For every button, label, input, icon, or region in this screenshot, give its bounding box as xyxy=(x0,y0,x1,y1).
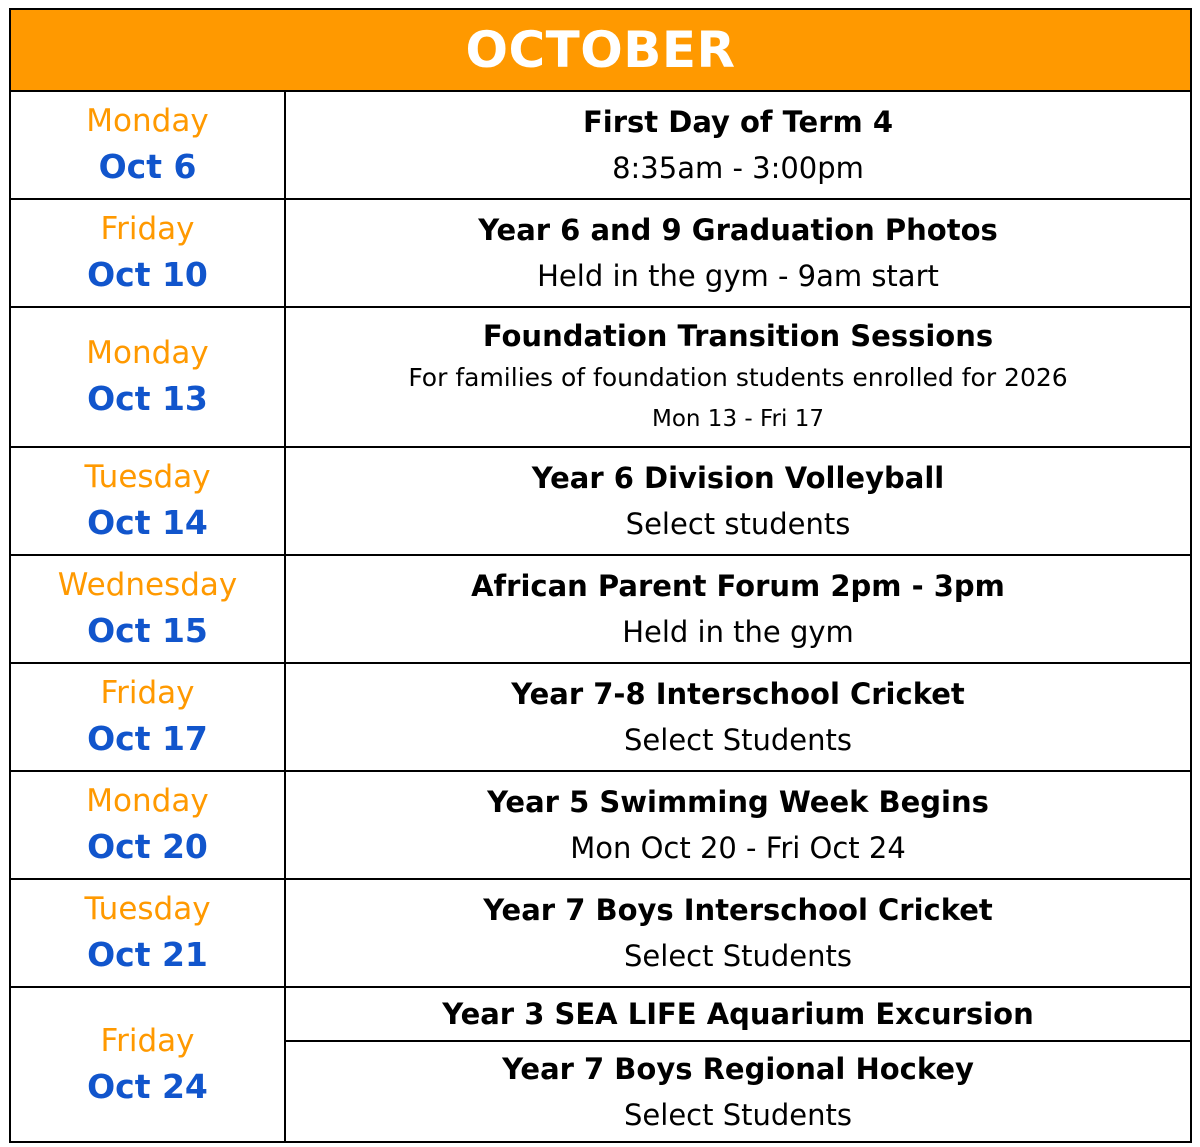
calendar-row xyxy=(11,772,1190,880)
weekday-label: Monday xyxy=(86,783,209,819)
event-detail: Select students xyxy=(625,507,851,541)
weekday-label: Friday xyxy=(100,675,195,711)
event-title: African Parent Forum 2pm - 3pm xyxy=(471,569,1005,603)
date-cell xyxy=(11,308,286,446)
event-detail: Held in the gym xyxy=(622,615,854,649)
date-label: Oct 13 xyxy=(87,379,208,418)
event xyxy=(286,92,1190,198)
event xyxy=(286,308,1190,446)
date-cell xyxy=(11,664,286,770)
event-cell xyxy=(286,880,1190,986)
weekday-label: Wednesday xyxy=(57,567,238,603)
event-title: Year 5 Swimming Week Begins xyxy=(487,785,989,819)
weekday-label: Friday xyxy=(100,1022,195,1059)
calendar-row xyxy=(11,200,1190,308)
event xyxy=(286,448,1190,554)
date-label: Oct 14 xyxy=(87,503,208,542)
calendar-row xyxy=(11,308,1190,448)
date-label: Oct 10 xyxy=(87,255,208,294)
event-title: First Day of Term 4 xyxy=(582,105,894,139)
weekday-label: Tuesday xyxy=(84,459,211,495)
event-cell xyxy=(286,988,1190,1141)
calendar-row xyxy=(11,556,1190,664)
event-detail: Mon Oct 20 - Fri Oct 24 xyxy=(570,831,906,865)
date-cell xyxy=(11,772,286,878)
event-title: Year 7 Boys Regional Hockey xyxy=(502,1051,974,1086)
weekday-label: Tuesday xyxy=(84,891,211,927)
event-title: Year 6 and 9 Graduation Photos xyxy=(478,213,998,247)
date-label: Oct 6 xyxy=(98,147,197,186)
event-title: Year 7 Boys Interschool Cricket xyxy=(483,893,993,927)
event xyxy=(286,200,1190,306)
event xyxy=(286,772,1190,878)
event-cell xyxy=(286,772,1190,878)
event-cell xyxy=(286,308,1190,446)
event-detail: Held in the gym - 9am start xyxy=(537,259,939,293)
event-cell xyxy=(286,664,1190,770)
calendar-row xyxy=(11,880,1190,988)
event xyxy=(286,556,1190,662)
event xyxy=(286,880,1190,986)
event xyxy=(286,1040,1190,1141)
event-cell xyxy=(286,448,1190,554)
event-cell xyxy=(286,92,1190,198)
event-title: Year 7-8 Interschool Cricket xyxy=(511,677,965,711)
event-detail: Select Students xyxy=(624,939,852,973)
calendar-row xyxy=(11,988,1190,1141)
calendar-row xyxy=(11,448,1190,556)
event-cell xyxy=(286,200,1190,306)
weekday-label: Monday xyxy=(86,335,209,371)
event-title: Year 6 Division Volleyball xyxy=(531,461,945,495)
calendar-row xyxy=(11,92,1190,200)
date-cell xyxy=(11,200,286,306)
date-label: Oct 24 xyxy=(87,1066,208,1106)
event-detail: For families of foundation students enrolled for 2026 xyxy=(408,363,1068,392)
month-title: OCTOBER xyxy=(465,21,736,79)
date-cell xyxy=(11,92,286,198)
october-calendar-table xyxy=(9,8,1192,1143)
date-label: Oct 17 xyxy=(87,719,208,758)
date-cell xyxy=(11,448,286,554)
event-detail: Mon 13 - Fri 17 xyxy=(652,406,824,432)
date-cell xyxy=(11,988,286,1141)
weekday-label: Monday xyxy=(86,103,209,139)
date-cell xyxy=(11,556,286,662)
weekday-label: Friday xyxy=(100,211,195,247)
month-header xyxy=(11,10,1190,92)
date-label: Oct 15 xyxy=(87,611,208,650)
date-cell xyxy=(11,880,286,986)
event xyxy=(286,988,1190,1040)
event-cell xyxy=(286,556,1190,662)
date-label: Oct 20 xyxy=(87,827,208,866)
event-title: Foundation Transition Sessions xyxy=(482,319,994,353)
event-detail: 8:35am - 3:00pm xyxy=(612,151,864,185)
event-detail: Select Students xyxy=(624,1097,852,1132)
event-title: Year 3 SEA LIFE Aquarium Excursion xyxy=(442,997,1034,1031)
event xyxy=(286,664,1190,770)
event-detail: Select Students xyxy=(624,723,852,757)
date-label: Oct 21 xyxy=(87,935,208,974)
calendar-row xyxy=(11,664,1190,772)
